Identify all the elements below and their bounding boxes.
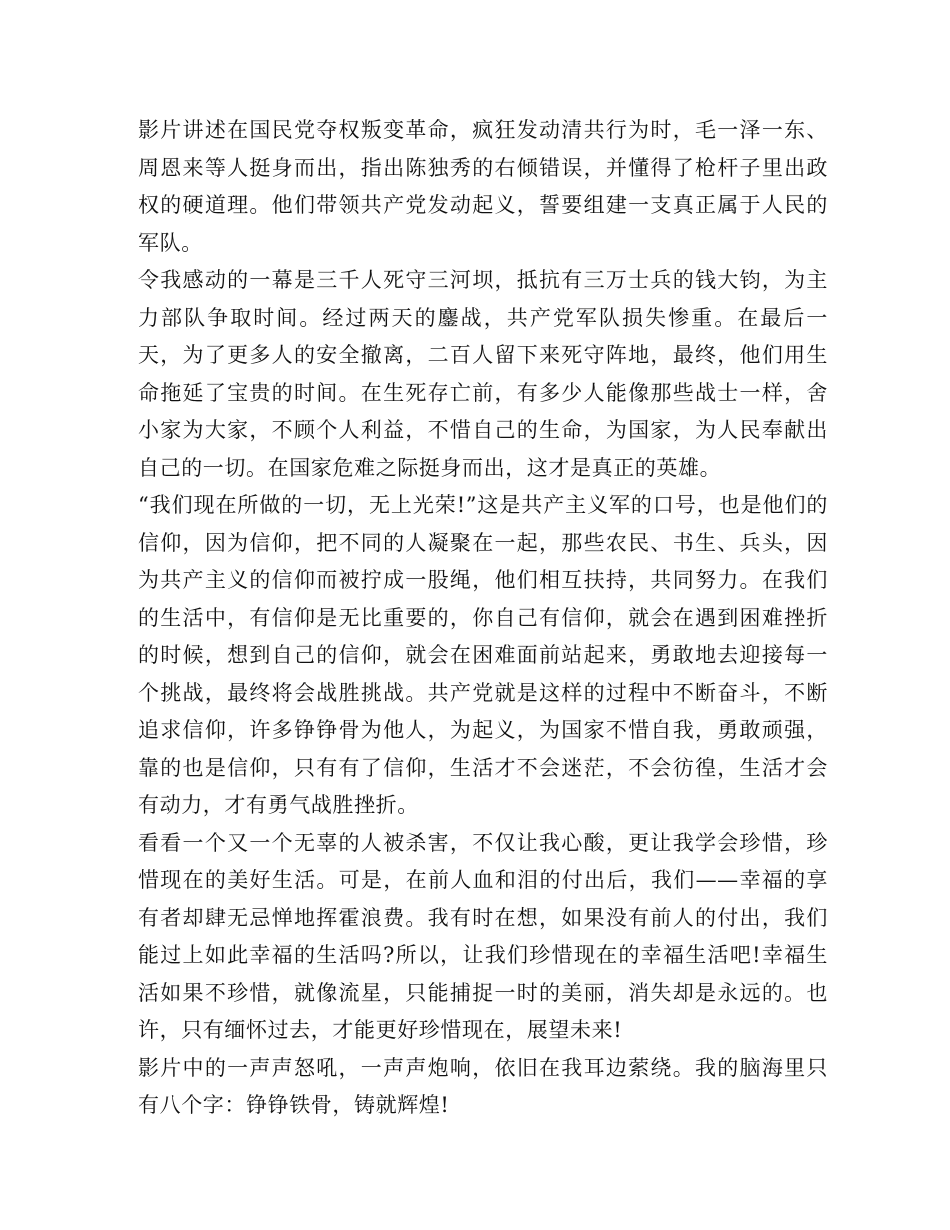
paragraph-4: 看看一个又一个无辜的人被杀害，不仅让我心酸，更让我学会珍惜，珍惜现在的美好生活。可是，在前人血和泪的付出后，我们——幸福的享有者却肆无忌惮地挥霍浪费。我有时在想，如果没有前人的付出，我们能过上如此幸福的生活吗?所以，让我们珍惜现在的幸福生活吧!幸福生活如果不珍惜，就像流星，只能捕捉一时的美丽，消失却是永远的。也许，只有缅怀过去，才能更好珍惜现在，展望未来! (138, 830, 828, 1042)
paragraph-2: 令我感动的一幕是三千人死守三河坝，抵抗有三万士兵的钱大钧，为主力部队争取时间。经过两天的鏖战，共产党军队损失惨重。在最后一天，为了更多人的安全撤离，二百人留下来死守阵地，最终，他们用生命拖延了宝贵的时间。在生死存亡前，有多少人能像那些战士一样，舍小家为大家，不顾个人利益，不惜自己的生命，为国家，为人民奉献出自己的一切。在国家危难之际挺身而出，这才是真正的英雄。 (138, 268, 828, 480)
paragraph-5: 影片中的一声声怒吼，一声声炮响，依旧在我耳边萦绕。我的脑海里只有八个字：铮铮铁骨，铸就辉煌! (138, 1055, 828, 1117)
document-body (138, 112, 828, 1125)
paragraph-3: “我们现在所做的一切，无上光荣!”这是共产主义军的口号，也是他们的信仰，因为信仰，把不同的人凝聚在一起，那些农民、书生、兵头，因为共产主义的信仰而被拧成一股绳，他们相互扶持，共同努力。在我们的生活中，有信仰是无比重要的，你自己有信仰，就会在遇到困难挫折的时候，想到自己的信仰，就会在困难面前站起来，勇敢地去迎接每一个挑战，最终将会战胜挑战。共产党就是这样的过程中不断奋斗，不断追求信仰，许多铮铮骨为他人，为起义，为国家不惜自我，勇敢顽强，靠的也是信仰，只有有了信仰，生活才不会迷茫，不会彷徨，生活才会有动力，才有勇气战胜挫折。 (138, 493, 828, 817)
paragraph-1: 影片讲述在国民党夺权叛变革命，疯狂发动清共行为时，毛一泽一东、周恩来等人挺身而出，指出陈独秀的右倾错误，并懂得了枪杆子里出政权的硬道理。他们带领共产党发动起义，誓要组建一支真正属于人民的军队。 (138, 118, 828, 255)
